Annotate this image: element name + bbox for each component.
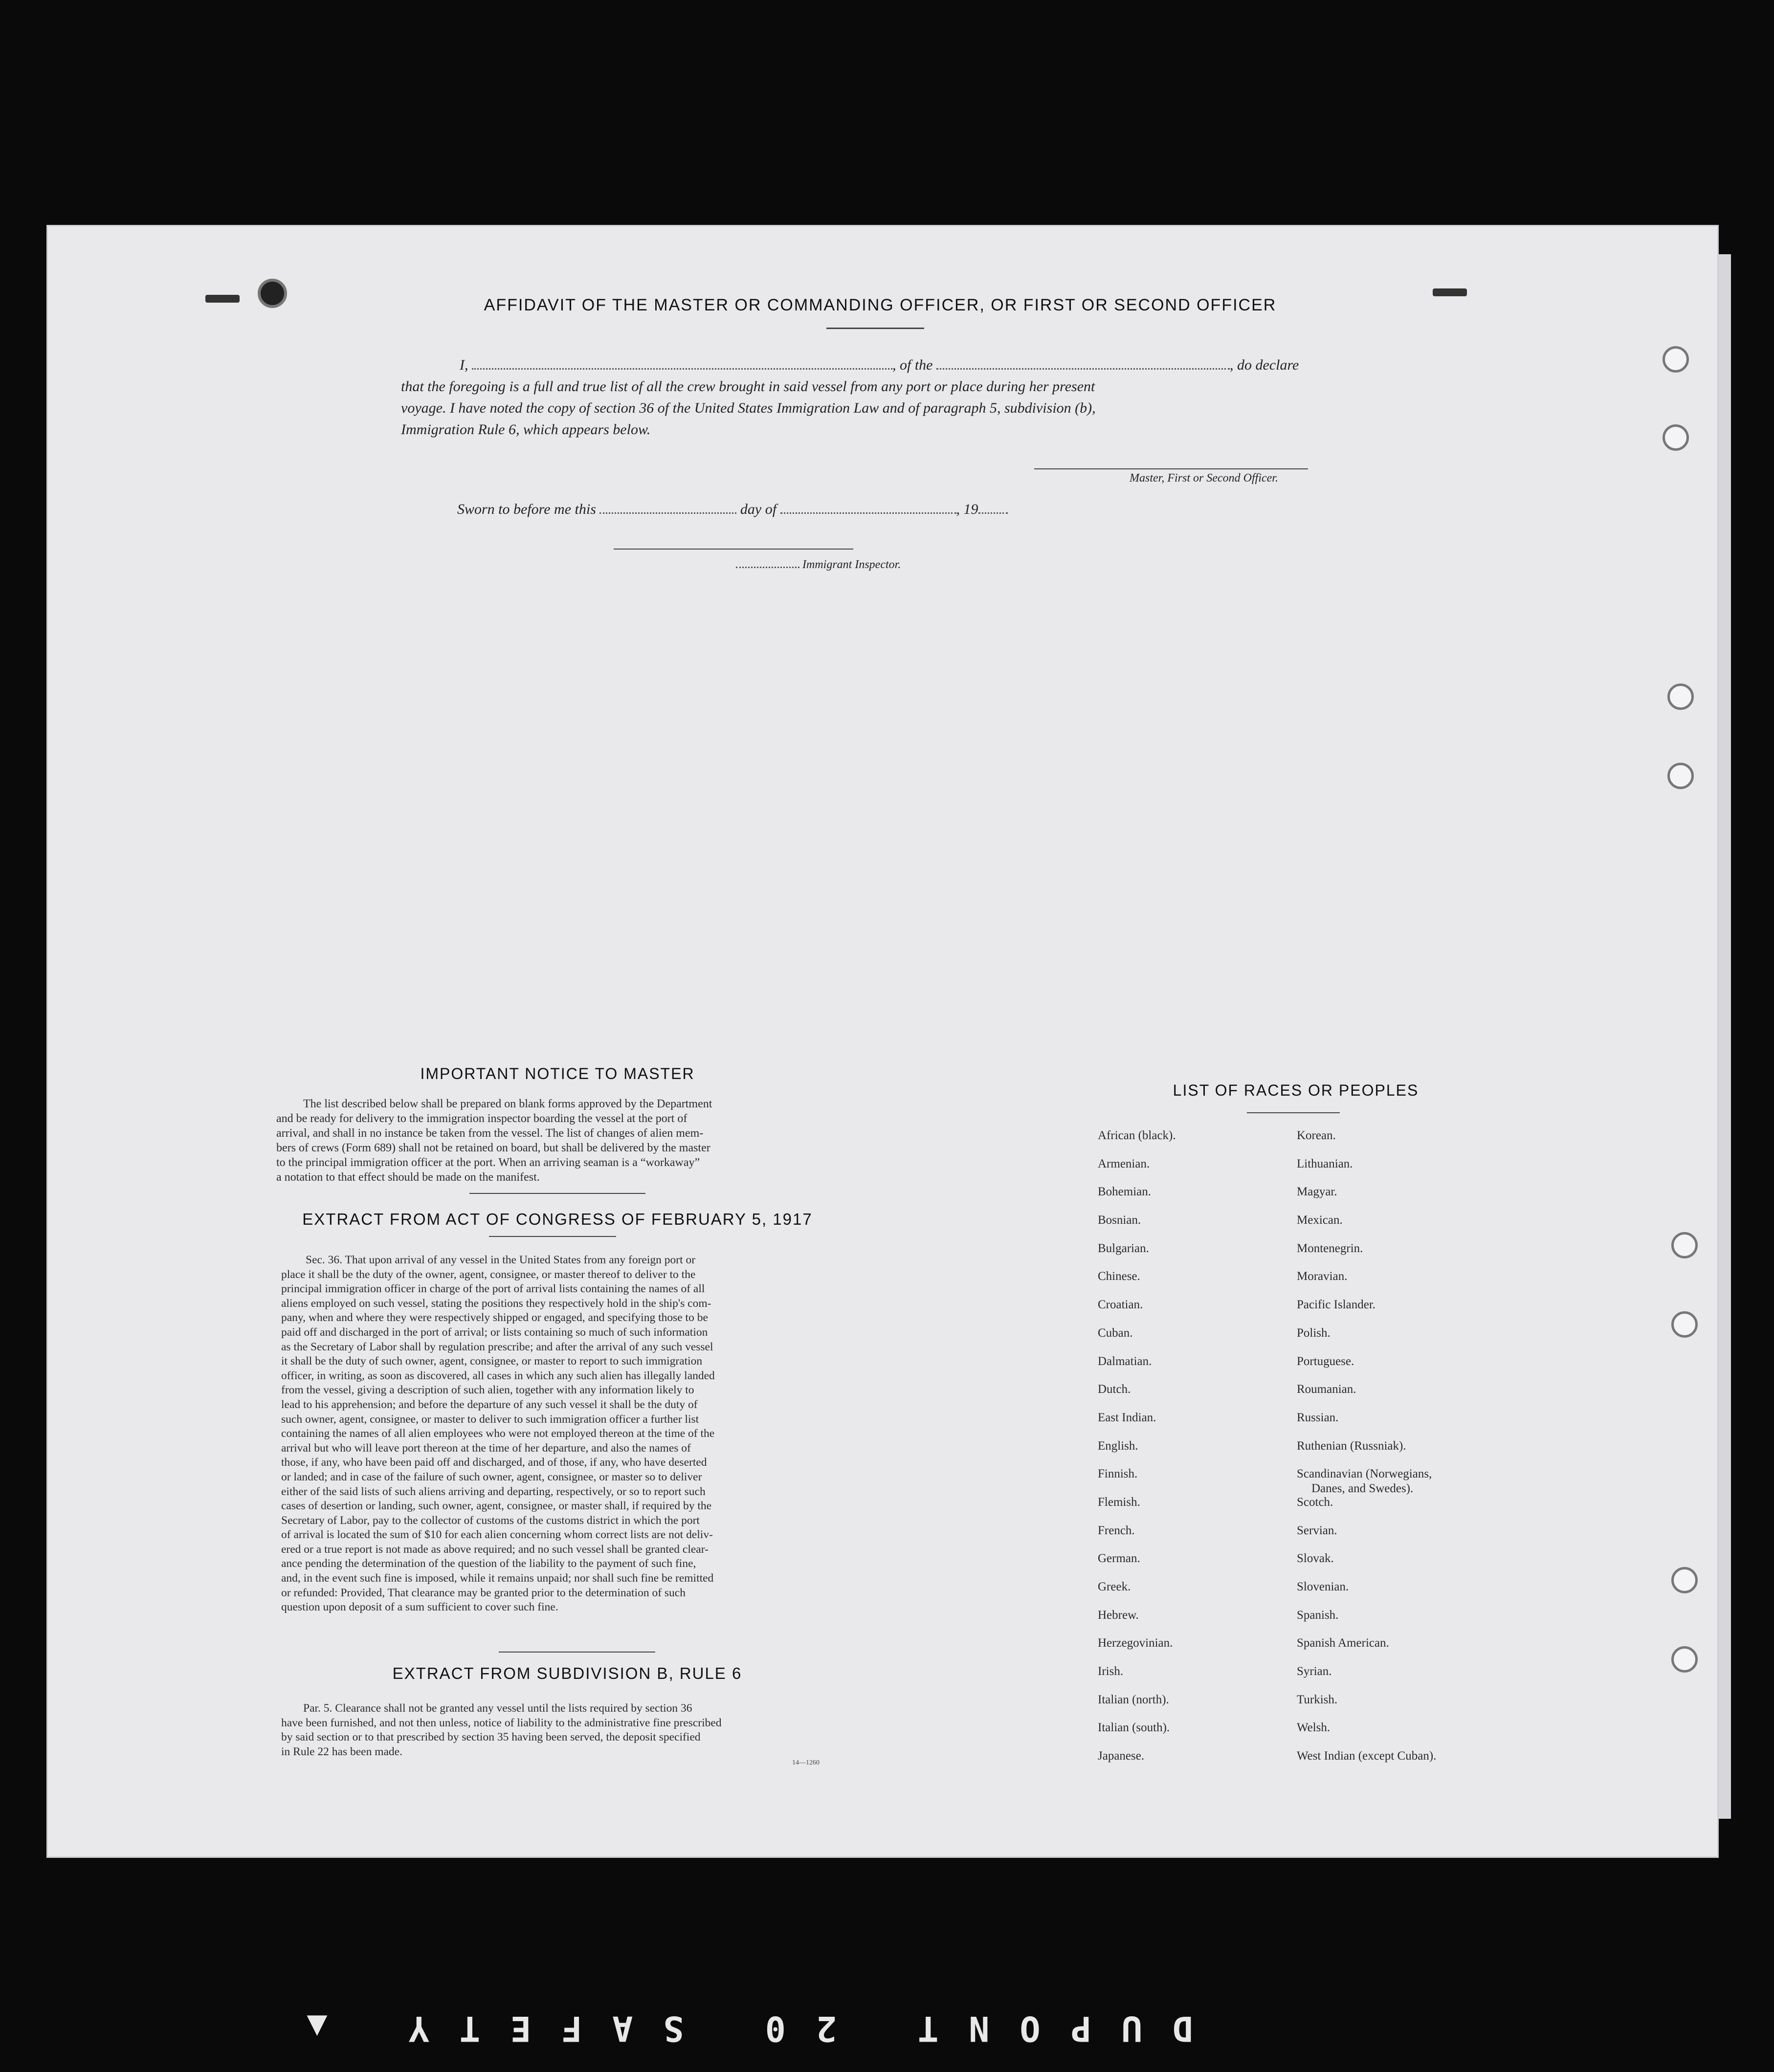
race-item: English. bbox=[1098, 1439, 1138, 1453]
race-item: Mexican. bbox=[1297, 1213, 1343, 1227]
rule-line: in Rule 22 has been made. bbox=[281, 1745, 402, 1758]
race-item: French. bbox=[1098, 1523, 1135, 1537]
binder-clip-right bbox=[1433, 288, 1467, 296]
notice-line: a notation to that effect should be made on the manifest. bbox=[276, 1171, 540, 1184]
act-line: arrival but who will leave port thereon at the time of her departure, and also the names of bbox=[281, 1441, 691, 1455]
race-item: Herzegovinian. bbox=[1098, 1636, 1173, 1650]
race-item: Portuguese. bbox=[1297, 1354, 1354, 1368]
punch-hole-icon bbox=[1671, 1567, 1698, 1593]
act-line: aliens employed on such vessel, stating the positions they respectively hold in the ship's com- bbox=[281, 1297, 711, 1310]
act-line: question upon deposit of a sum sufficient to cover such fine. bbox=[281, 1601, 558, 1614]
rule-title: EXTRACT FROM SUBDIVISION B, RULE 6 bbox=[392, 1664, 742, 1682]
race-item: Flemish. bbox=[1098, 1495, 1140, 1509]
act-line: such owner, agent, consignee, or master to deliver to such immigration officer a further list bbox=[281, 1412, 699, 1426]
race-item: Ruthenian (Russniak). bbox=[1297, 1439, 1406, 1453]
race-item: Spanish American. bbox=[1297, 1636, 1389, 1650]
affidavit-declaration bbox=[401, 354, 1350, 441]
act-line: or landed; and in case of the failure of such owner, agent, consignee, or master so to deliver bbox=[281, 1470, 702, 1483]
race-item: Syrian. bbox=[1297, 1665, 1332, 1678]
race-item: Bosnian. bbox=[1098, 1213, 1141, 1227]
year-prefix-label: , 19 bbox=[956, 501, 978, 517]
declaration-line-2: that the foregoing is a full and true list of all the crew brought in said vessel from any port or place during her present bbox=[401, 378, 1095, 395]
signature-label: Master, First or Second Officer. bbox=[1130, 472, 1278, 485]
race-item: African (black). bbox=[1098, 1129, 1176, 1142]
vessel-field[interactable] bbox=[936, 368, 1230, 370]
rule-title-rule-top bbox=[499, 1652, 655, 1653]
notice-title: IMPORTANT NOTICE TO MASTER bbox=[420, 1065, 695, 1082]
punch-hole-icon bbox=[1671, 1646, 1698, 1673]
signature-line[interactable] bbox=[1034, 468, 1308, 469]
declaration-line-1 bbox=[401, 354, 1350, 376]
rule-line: by said section or to that prescribed by section 35 having been served, the deposit specified bbox=[281, 1731, 701, 1744]
sworn-line bbox=[457, 499, 1191, 520]
act-line: paid off and discharged in the port of arrival; or lists containing so much of such information bbox=[281, 1325, 708, 1339]
races-right-column bbox=[1297, 1128, 1512, 1777]
sworn-day-field[interactable] bbox=[599, 512, 736, 514]
act-title-rule-top bbox=[469, 1193, 645, 1194]
act-title: EXTRACT FROM ACT OF CONGRESS OF FEBRUARY 5, 1917 bbox=[302, 1210, 813, 1228]
act-line: of arrival is located the sum of $10 for each alien concerning whom correct lists are not deliv- bbox=[281, 1528, 713, 1542]
race-item: Turkish. bbox=[1297, 1693, 1338, 1706]
act-title-rule bbox=[489, 1236, 616, 1237]
race-item: Hebrew. bbox=[1098, 1608, 1139, 1622]
race-item: Slovenian. bbox=[1297, 1580, 1349, 1593]
race-item: Russian. bbox=[1297, 1411, 1339, 1424]
sworn-month-field[interactable] bbox=[780, 512, 956, 514]
race-item: Polish. bbox=[1297, 1326, 1330, 1340]
inspector-signature-line[interactable] bbox=[614, 549, 853, 550]
inspector-line bbox=[736, 558, 901, 572]
act-line: Sec. 36. That upon arrival of any vessel in the United States from any foreign port or bbox=[306, 1254, 696, 1266]
race-item: Moravian. bbox=[1297, 1270, 1348, 1283]
act-line: place it shall be the duty of the owner, agent, consignee, or master thereof to deliver to the bbox=[281, 1268, 696, 1281]
race-item: Scandinavian (Norwegians, bbox=[1297, 1467, 1432, 1481]
punch-hole-icon bbox=[1667, 763, 1694, 789]
race-item: Italian (north). bbox=[1098, 1693, 1169, 1706]
inspector-dots bbox=[736, 567, 799, 568]
i-label: I, bbox=[460, 357, 468, 373]
sworn-label: Sworn to before me this bbox=[457, 501, 596, 517]
race-item: West Indian (except Cuban). bbox=[1297, 1749, 1437, 1763]
punch-hole-icon bbox=[1671, 1232, 1698, 1258]
punch-hole-icon bbox=[1667, 683, 1694, 710]
act-line: lead to his apprehension; and before the departure of any such vessel it shall be the duty of bbox=[281, 1398, 698, 1411]
race-item: Finnish. bbox=[1098, 1467, 1138, 1481]
race-item: Korean. bbox=[1297, 1129, 1336, 1142]
notice-line: to the principal immigration officer at the port. When an arriving seaman is a “workaway” bbox=[276, 1156, 700, 1169]
act-line: Secretary of Labor, pay to the collector of customs of the customs district in which the port bbox=[281, 1514, 700, 1527]
race-item: Croatian. bbox=[1098, 1298, 1143, 1312]
race-item: Magyar. bbox=[1297, 1185, 1337, 1199]
races-title: LIST OF RACES OR PEOPLES bbox=[1173, 1081, 1419, 1099]
act-line: pany, when and where they were respectively shipped or engaged, and specifying those to be bbox=[281, 1311, 708, 1324]
race-item: German. bbox=[1098, 1552, 1140, 1565]
races-left-column bbox=[1098, 1128, 1274, 1777]
rule-line: have been furnished, and not then unless, notice of liability to the administrative fine prescribed bbox=[281, 1716, 722, 1729]
race-item: Scotch. bbox=[1297, 1495, 1333, 1509]
race-item: Montenegrin. bbox=[1297, 1241, 1363, 1255]
affidavit-title: AFFIDAVIT OF THE MASTER OR COMMANDING OFFICER, OR FIRST OR SECOND OFFICER bbox=[484, 296, 1277, 314]
race-item: Welsh. bbox=[1297, 1721, 1330, 1735]
notice-line: bers of crews (Form 689) shall not be retained on board, but shall be delivered by the master bbox=[276, 1142, 710, 1154]
act-line: ance pending the determination of the question of the liability to the payment of such fine, bbox=[281, 1557, 696, 1570]
inspector-label: Immigrant Inspector. bbox=[802, 558, 901, 571]
form-number: 14—1260 bbox=[792, 1759, 820, 1766]
act-line: containing the names of all alien employees who were not employed thereon at the time of the bbox=[281, 1427, 715, 1440]
do-declare-label: , do declare bbox=[1230, 357, 1299, 373]
race-item: Cuban. bbox=[1098, 1326, 1133, 1340]
punch-hole-icon bbox=[1671, 1311, 1698, 1338]
notice-line: and be ready for delivery to the immigration inspector boarding the vessel at the port of bbox=[276, 1112, 687, 1125]
affidavit-title-rule bbox=[826, 328, 924, 329]
race-item-continuation: Danes, and Swedes). bbox=[1311, 1482, 1414, 1496]
of-the-label: , of the bbox=[892, 357, 933, 373]
punch-hole-icon bbox=[1663, 424, 1689, 451]
race-item: Italian (south). bbox=[1098, 1721, 1170, 1735]
race-item: Japanese. bbox=[1098, 1749, 1145, 1763]
act-line: cases of desertion or landing, such owner, agent, consignee, or master shall, if required by the bbox=[281, 1499, 712, 1513]
grommet-icon bbox=[258, 279, 287, 308]
act-line: those, if any, who have been paid off and discharged, and of those, if any, who have deserted bbox=[281, 1456, 707, 1469]
binder-clip-left bbox=[205, 295, 240, 303]
race-item: Dutch. bbox=[1098, 1383, 1131, 1396]
race-item: Irish. bbox=[1098, 1665, 1124, 1678]
race-item: Bulgarian. bbox=[1098, 1241, 1149, 1255]
film-edge-banner: DUPONT 20 SAFETY ▲ bbox=[276, 2008, 1193, 2049]
races-title-rule bbox=[1247, 1112, 1340, 1113]
punch-hole-icon bbox=[1663, 346, 1689, 373]
notice-body bbox=[276, 1097, 839, 1185]
race-item: Spanish. bbox=[1297, 1608, 1339, 1622]
rule-body bbox=[281, 1701, 841, 1759]
race-item: Armenian. bbox=[1098, 1157, 1150, 1170]
day-of-label: day of bbox=[740, 501, 777, 517]
name-field[interactable] bbox=[472, 368, 892, 370]
race-item: Bohemian. bbox=[1098, 1185, 1152, 1199]
race-item: Slovak. bbox=[1297, 1552, 1334, 1565]
act-body bbox=[281, 1253, 841, 1615]
act-line: it shall be the duty of such owner, agent, consignee, or master to report to such immigration bbox=[281, 1355, 703, 1368]
race-item: Greek. bbox=[1098, 1580, 1131, 1593]
declaration-line-4: Immigration Rule 6, which appears below. bbox=[401, 421, 651, 438]
act-line: principal immigration officer in charge of the port of arrival lists containing the names of all bbox=[281, 1282, 705, 1296]
sworn-year-field[interactable] bbox=[978, 512, 1008, 514]
act-line: ered or a true report is not made as above required; and no such vessel shall be granted clear- bbox=[281, 1543, 709, 1556]
act-line: and, in the event such fine is imposed, while it remains unpaid; nor shall such fine be remitted bbox=[281, 1572, 714, 1585]
act-line: or refunded: Provided, That clearance may be granted prior to the determination of such bbox=[281, 1586, 686, 1599]
race-item: Dalmatian. bbox=[1098, 1354, 1152, 1368]
act-line: officer, in writing, as soon as discovered, all cases in which any such alien has illegally landed bbox=[281, 1369, 715, 1382]
notice-line: arrival, and shall in no instance be taken from the vessel. The list of changes of alien mem- bbox=[276, 1127, 704, 1140]
declaration-line-3: voyage. I have noted the copy of section 36 of the United States Immigration Law and of paragraph 5, subdivision (b), bbox=[401, 400, 1096, 416]
act-line: from the vessel, giving a description of such alien, together with any information likely to bbox=[281, 1384, 694, 1397]
act-line: as the Secretary of Labor shall by regulation prescribe; and after the arrival of any such vessel bbox=[281, 1340, 713, 1353]
rule-line: Par. 5. Clearance shall not be granted any vessel until the lists required by section 36 bbox=[303, 1702, 692, 1715]
race-item-scandinavian bbox=[1297, 1467, 1512, 1495]
race-item: Lithuanian. bbox=[1297, 1157, 1353, 1170]
race-item: Pacific Islander. bbox=[1297, 1298, 1376, 1312]
race-item: Roumanian. bbox=[1297, 1383, 1356, 1396]
notice-line: The list described below shall be prepared on blank forms approved by the Department bbox=[303, 1098, 712, 1110]
race-item: Servian. bbox=[1297, 1523, 1337, 1537]
act-line: either of the said lists of such aliens arriving and departing, respectively, or so to report such bbox=[281, 1485, 706, 1498]
race-item: East Indian. bbox=[1098, 1411, 1156, 1424]
race-item: Chinese. bbox=[1098, 1270, 1140, 1283]
